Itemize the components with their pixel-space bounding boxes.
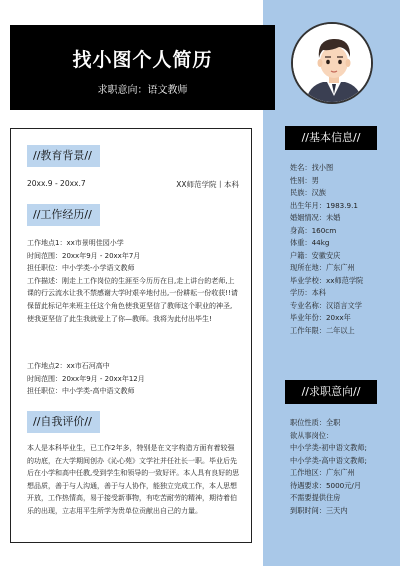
info-item: 毕业学校：xx师范学院 (290, 275, 364, 285)
section-title-self-eval: //自我评价// (27, 411, 100, 433)
side-title-basic-info: //基本信息// (285, 126, 377, 150)
header-banner (10, 25, 275, 110)
intent-item: 职位性质：全职 (290, 418, 341, 427)
info-item: 毕业年份：20xx年 (290, 313, 351, 322)
job2-location: 工作地点2：xx市石河高中 (27, 362, 110, 370)
education-school: XX师范学院丨本科 (176, 180, 239, 189)
info-item: 民族：汉族 (290, 188, 326, 197)
info-item: 专业名称：汉语言文学 (290, 300, 362, 310)
job2-position: 担任职位：中小学类-高中语文教师 (27, 387, 135, 396)
intent-item: 中小学类-初中语文教师; (290, 443, 367, 452)
self-evaluation-text: 本人是本科毕业生，已工作2年多，特别是在文字构造方面有着较强的功底，在大学期间创办《沁心苑》文学社并任社长一职。毕业后先后在小学和高中任教,受到学生和领导的一致好评。本人具有良好的思想品质，善于与人沟通，善于与人协作，能独立完成工作，本人思想开放，工作热情高，易于接受新事物，有吃苦耐劳的精神，期待着伯乐的出现，立志用平生所学为贵单位贡献出自己的力量。 (27, 444, 240, 515)
job-intent-line: 求职意向：语文教师 (97, 85, 188, 96)
info-item: 姓名：找小图 (290, 163, 334, 172)
side-title-job-intent: //求职意向// (285, 380, 377, 404)
main-content-box (10, 128, 252, 543)
work-job-1 (27, 237, 239, 325)
intent-item: 工作地区：广东广州 (290, 468, 355, 477)
info-item: 出生年月：1983.9.1 (290, 200, 358, 210)
info-item: 户籍：安徽安庆 (290, 250, 341, 260)
job2-period: 时间范围：20xx年9月 - 20xx年12月 (27, 374, 145, 383)
info-item: 工作年限：二年以上 (290, 325, 355, 335)
intent-item: 待遇要求：5000元/月 (290, 480, 362, 490)
work-job-2 (27, 360, 239, 398)
job1-position: 担任职位：中小学类-小学语文教师 (27, 264, 135, 273)
info-item: 现所在地：广东广州 (290, 263, 355, 272)
intent-item: 欲从事岗位： (290, 430, 334, 440)
section-title-work: //工作经历// (27, 204, 100, 226)
info-item: 体重：44kg (290, 238, 330, 247)
education-row (27, 179, 239, 190)
intent-item: 中小学类-高中语文教师; (290, 455, 367, 465)
education-period: 20xx.9 - 20xx.7 (27, 179, 86, 188)
job1-period: 时间范围：20xx年9月 - 20xx年7月 (27, 251, 141, 260)
job-intent-list (290, 417, 367, 517)
intent-item: 到职时间：三天内 (290, 505, 348, 515)
info-item: 婚姻情况：未婚 (290, 213, 341, 222)
section-title-education: //教育背景// (27, 145, 100, 167)
info-item: 性别：男 (290, 175, 319, 185)
resume-title: 找小图个人简历 (72, 49, 213, 71)
basic-info-list (290, 162, 363, 337)
job1-description: 工作描述：刚走上工作岗位的生涯至今历历在目,走上讲台的老师,上课的行云流水让我不禁感谢大学时艰辛地付出,一份耕耘一份收获!!请保留此标记年来班主任这个角色使我更坚信了教师这个职业的神圣,使我更坚信了此生我就爱上了你—教师。我将为此付出毕生! (27, 276, 238, 323)
info-item: 身高：160cm (290, 225, 337, 235)
info-item: 学历：本科 (290, 288, 326, 297)
intent-item: 不需要提供住房 (290, 493, 341, 502)
avatar (291, 22, 373, 104)
job1-location: 工作地点1：xx市景明佳园小学 (27, 239, 124, 247)
